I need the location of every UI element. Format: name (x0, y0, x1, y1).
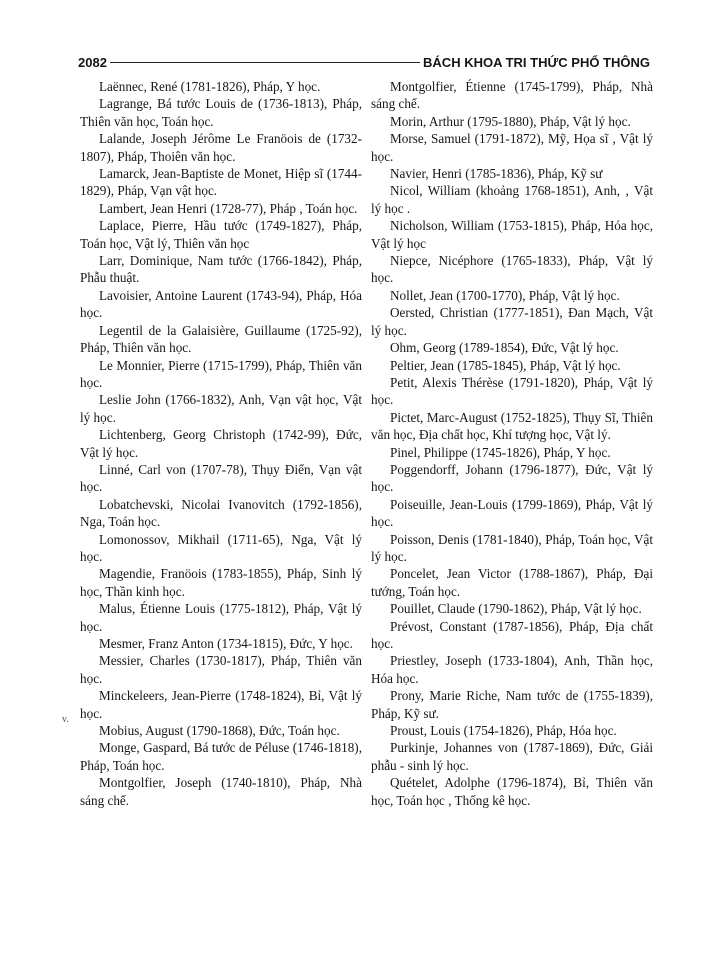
index-entry: Petit, Alexis Thérèse (1791-1820), Pháp, Vật lý học. (371, 374, 653, 408)
index-entry: Larr, Dominique, Nam tước (1766-1842), Pháp, Phẫu thuật. (80, 253, 362, 286)
index-entry: Niepce, Nicéphore (1765-1833), Pháp, Vật lý học. (371, 253, 653, 286)
index-entry: Lambert, Jean Henri (1728-77), Pháp , Toán học. (99, 200, 358, 216)
index-entry: Pouillet, Claude (1790-1862), Pháp, Vật lý học. (390, 601, 642, 617)
index-entry: Messier, Charles (1730-1817), Pháp, Thiên văn học. (80, 653, 362, 686)
index-entry: Nollet, Jean (1700-1770), Pháp, Vật lý học. (390, 287, 620, 303)
index-entry: Montgolfier, Joseph (1740-1810), Pháp, Nhà sáng chế. (80, 775, 362, 808)
index-entry: Linné, Carl von (1707-78), Thụy Điển, Vạn vật học. (80, 461, 362, 495)
index-entry: Peltier, Jean (1785-1845), Pháp, Vật lý học. (390, 357, 621, 373)
index-entry: Oersted, Christian (1777-1851), Đan Mạch, Vật lý học. (371, 305, 653, 338)
index-entry: Morse, Samuel (1791-1872), Mỹ, Họa sĩ , Vật lý học. (371, 131, 653, 164)
left-column (80, 78, 362, 809)
page-number: 2082 (78, 54, 107, 70)
index-entry: Lichtenberg, Georg Christoph (1742-99), Đức, Vật lý học. (80, 427, 362, 460)
index-entry: Poiseuille, Jean-Louis (1799-1869), Pháp, Vật lý học. (371, 496, 653, 530)
index-entry: Lagrange, Bá tước Louis de (1736-1813), Pháp, Thiên văn học, Toán học. (80, 96, 362, 129)
index-entry: Legentil de la Galaisière, Guillaume (1725-92), Pháp, Thiên văn học. (80, 322, 362, 356)
index-entry: Navier, Henri (1785-1836), Pháp, Kỹ sư (390, 166, 603, 182)
index-entry: Pictet, Marc-August (1752-1825), Thụy Sĩ, Thiên văn học, Địa chất học, Khí tượng học, Vật lý. (371, 409, 653, 443)
index-entry: Mobius, August (1790-1868), Đức, Toán học. (99, 723, 340, 739)
index-entry: Prony, Marie Riche, Nam tước de (1755-1839), Pháp, Kỹ sư. (371, 688, 653, 721)
index-entry: Ohm, Georg (1789-1854), Đức, Vật lý học. (390, 340, 619, 356)
index-entry: Poisson, Denis (1781-1840), Pháp, Toán học, Vật lý học. (371, 531, 653, 564)
index-entry: Malus, Étienne Louis (1775-1812), Pháp, Vật lý học. (80, 601, 362, 634)
index-entry: Lavoisier, Antoine Laurent (1743-94), Pháp, Hóa học. (80, 287, 362, 321)
index-entry: Priestley, Joseph (1733-1804), Anh, Thần học, Hóa học. (371, 653, 653, 686)
index-entry: Le Monnier, Pierre (1715-1799), Pháp, Thiên văn học. (80, 357, 362, 390)
index-entry: Lamarck, Jean-Baptiste de Monet, Hiệp sĩ (1744-1829), Pháp, Vạn vật học. (80, 166, 362, 199)
index-entry: Laënnec, René (1781-1826), Pháp, Y học. (99, 79, 321, 94)
index-entry: Purkinje, Johannes von (1787-1869), Đức, Giải phẫu - sinh lý học. (371, 740, 653, 773)
margin-mark: v. (62, 714, 69, 725)
index-entry: Morin, Arthur (1795-1880), Pháp, Vật lý học. (390, 113, 631, 129)
index-entry: Mesmer, Franz Anton (1734-1815), Đức, Y học. (99, 636, 353, 651)
right-column (371, 78, 653, 809)
index-entry: Quételet, Adolphe (1796-1874), Bỉ, Thiên văn học, Toán học , Thống kê học. (371, 775, 653, 808)
index-entry: Prévost, Constant (1787-1856), Pháp, Địa chất học. (371, 618, 653, 651)
index-entry: Leslie John (1766-1832), Anh, Vạn vật học, Vật lý học. (80, 392, 362, 425)
index-entry: Laplace, Pierre, Hầu tước (1749-1827), Pháp, Toán học, Vật lý, Thiên văn học (80, 218, 362, 251)
book-title: BÁCH KHOA TRI THỨC PHỔ THÔNG (423, 54, 650, 70)
index-entry: Montgolfier, Étienne (1745-1799), Pháp, Nhà sáng chế. (371, 79, 653, 112)
index-entry: Lalande, Joseph Jérôme Le Franöois de (1732-1807), Pháp, Thoiên văn học. (80, 131, 362, 164)
index-entry: Minckeleers, Jean-Pierre (1748-1824), Bỉ, Vật lý học. (80, 688, 362, 721)
index-entry: Nicholson, William (1753-1815), Pháp, Hóa học, Vật lý học (371, 218, 653, 251)
index-entry: Proust, Louis (1754-1826), Pháp, Hóa học. (390, 723, 617, 739)
index-entry: Poggendorff, Johann (1796-1877), Đức, Vật lý học. (371, 461, 653, 495)
page-header (78, 52, 650, 72)
index-entry: Nicol, William (khoảng 1768-1851), Anh, , Vật lý học . (371, 183, 653, 216)
index-entry: Lobatchevski, Nicolai Ivanovitch (1792-1856), Nga, Toán học. (80, 496, 362, 530)
index-entry: Lomonossov, Mikhail (1711-65), Nga, Vật lý học. (80, 531, 362, 564)
index-entry: Magendie, Franöois (1783-1855), Pháp, Sinh lý học, Thần kinh học. (80, 566, 362, 599)
header-rule (110, 62, 420, 63)
index-entry: Pinel, Philippe (1745-1826), Pháp, Y học. (390, 444, 611, 460)
index-entry: Monge, Gaspard, Bá tước de Péluse (1746-1818), Pháp, Toán học. (80, 740, 362, 773)
index-entry: Poncelet, Jean Victor (1788-1867), Pháp, Đại tướng, Toán học. (371, 566, 653, 599)
